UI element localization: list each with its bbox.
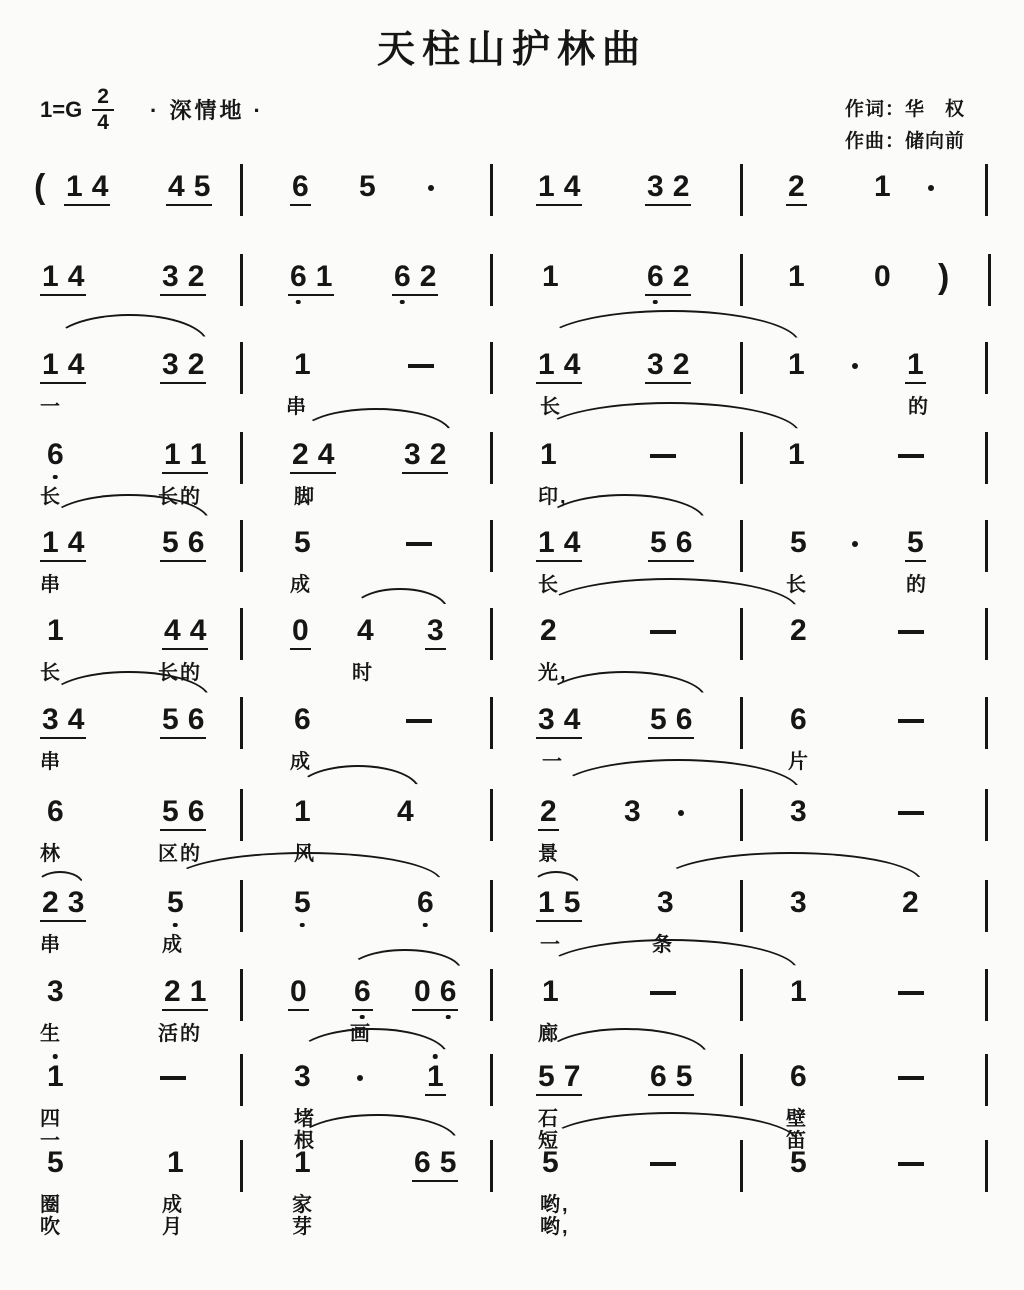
note: 3 <box>790 795 807 828</box>
barline <box>985 697 988 749</box>
lyric: 风 <box>294 843 316 865</box>
barline <box>985 608 988 660</box>
note: 1 <box>905 350 926 384</box>
slur-arc <box>544 494 706 522</box>
barline <box>988 254 991 306</box>
high-octave-dot <box>53 1054 58 1059</box>
note: 1 4 <box>40 528 86 562</box>
note: 4 4 <box>162 616 208 650</box>
slur-arc <box>52 314 208 344</box>
slur-arc <box>296 765 420 791</box>
slur-arc <box>352 588 448 610</box>
lyric: 串 <box>40 751 62 773</box>
sustain-dash <box>650 630 676 634</box>
note: 3 2 <box>402 440 448 474</box>
note: 6 <box>45 440 66 472</box>
barline <box>240 342 243 394</box>
duration-dot <box>852 363 858 369</box>
note: 1 <box>788 438 805 471</box>
barline <box>985 342 988 394</box>
barline <box>240 697 243 749</box>
lyric: 一 <box>542 751 564 773</box>
sustain-dash <box>650 991 676 995</box>
sustain-dash <box>160 1076 186 1080</box>
lyric: 时 <box>352 662 374 684</box>
note: 1 <box>542 260 559 293</box>
lyric: 堵 <box>294 1108 316 1130</box>
duration-dot <box>928 185 934 191</box>
lyric: 画 <box>350 1023 372 1045</box>
lyric: 圈 <box>40 1194 62 1216</box>
note: 6 <box>352 977 373 1011</box>
note: 1 4 <box>536 172 582 206</box>
note: 4 <box>397 795 414 828</box>
lyric: 印, <box>538 486 568 508</box>
sustain-dash <box>898 811 924 815</box>
slur-arc <box>660 852 922 882</box>
time-denominator: 4 <box>97 111 109 135</box>
note: 6 <box>290 172 311 206</box>
lyric: 的 <box>906 574 928 596</box>
barline <box>240 1140 243 1192</box>
note: 1 <box>45 1062 66 1094</box>
note: 1 4 <box>40 350 86 384</box>
note: 6 5 <box>648 1062 694 1096</box>
time-signature <box>92 86 114 134</box>
note: 1 <box>294 348 311 381</box>
note: 5 <box>359 170 376 203</box>
lyric: 成 <box>162 934 184 956</box>
lyric: 长 <box>40 486 62 508</box>
note: 1 <box>425 1062 446 1096</box>
note: 6 <box>790 1060 807 1093</box>
note: 5 <box>294 526 311 559</box>
barline <box>240 969 243 1021</box>
lyric: 一 <box>540 934 562 956</box>
lyric: 笛 <box>786 1130 808 1152</box>
note: 6 2 <box>392 262 438 296</box>
note: 0 <box>874 260 891 293</box>
note: 6 <box>47 795 64 828</box>
sustain-dash <box>898 454 924 458</box>
barline <box>240 432 243 484</box>
time-numerator: 2 <box>92 86 114 111</box>
expression-marking: · 深情地 · <box>150 98 264 123</box>
sustain-dash <box>898 1162 924 1166</box>
slur-arc <box>300 408 452 434</box>
barline <box>240 254 243 306</box>
parenthesis: ) <box>938 258 950 296</box>
note: 5 6 <box>160 528 206 562</box>
barline <box>740 520 743 572</box>
barline <box>740 608 743 660</box>
low-octave-dot <box>653 300 658 305</box>
barline <box>490 697 493 749</box>
lyric: 片 <box>788 751 810 773</box>
note: 1 1 <box>162 440 208 474</box>
lyric: 成 <box>290 574 312 596</box>
lyric: 长的 <box>158 662 202 684</box>
composer-credit: 作曲：储向前 <box>845 130 966 152</box>
barline <box>490 254 493 306</box>
note: 5 <box>165 888 186 920</box>
barline <box>985 1054 988 1106</box>
note: 1 4 <box>64 172 110 206</box>
slur-arc <box>546 1112 798 1142</box>
barline <box>240 1054 243 1106</box>
note: 3 <box>790 886 807 919</box>
lyric: 哟, <box>540 1194 570 1216</box>
lyric: 一 <box>40 1130 62 1152</box>
low-octave-dot <box>423 923 428 928</box>
barline <box>985 520 988 572</box>
barline <box>740 164 743 216</box>
slur-arc <box>296 1028 448 1056</box>
lyric: 活的 <box>158 1023 202 1045</box>
note: 6 2 <box>645 262 691 296</box>
note: 1 <box>788 348 805 381</box>
note: 1 <box>874 170 891 203</box>
duration-dot <box>678 810 684 816</box>
note: 6 <box>790 703 807 736</box>
barline <box>740 342 743 394</box>
barline <box>985 1140 988 1192</box>
credits <box>845 94 965 158</box>
note: 5 6 <box>648 705 694 739</box>
note: 1 <box>542 975 559 1008</box>
note: 3 2 <box>160 262 206 296</box>
lyric: 成 <box>162 1194 184 1216</box>
note: 1 <box>47 614 64 647</box>
barline <box>985 789 988 841</box>
note: 1 4 <box>536 350 582 384</box>
note: 2 <box>786 172 807 206</box>
note: 3 2 <box>160 350 206 384</box>
sustain-dash <box>408 364 434 368</box>
note: 1 <box>294 795 311 828</box>
slur-arc <box>556 759 800 791</box>
lyric: 廊 <box>538 1023 560 1045</box>
lyric: 壁 <box>786 1108 808 1130</box>
lyric: 条 <box>652 934 674 956</box>
note: 3 <box>425 616 446 650</box>
barline <box>740 789 743 841</box>
sustain-dash <box>898 630 924 634</box>
duration-dot <box>428 185 434 191</box>
tie-arc <box>532 871 580 885</box>
slur-arc <box>544 671 706 699</box>
note: 5 <box>47 1146 64 1179</box>
note: 6 <box>415 888 436 920</box>
note: 2 3 <box>40 888 86 922</box>
slur-arc <box>542 939 798 971</box>
note: 3 <box>294 1060 311 1093</box>
barline <box>985 880 988 932</box>
duration-dot <box>357 1075 363 1081</box>
slur-arc <box>540 402 800 434</box>
note: 2 1 <box>162 977 208 1011</box>
note: 3 <box>657 886 674 919</box>
barline <box>490 432 493 484</box>
note: 5 6 <box>648 528 694 562</box>
slur-arc <box>542 578 798 610</box>
lyric: 串 <box>40 934 62 956</box>
note: 2 4 <box>290 440 336 474</box>
barline <box>240 164 243 216</box>
note: 2 <box>790 614 807 647</box>
note: 4 5 <box>166 172 212 206</box>
note: 1 <box>788 260 805 293</box>
lyric: 短 <box>538 1130 560 1152</box>
lyric: 吹 <box>40 1216 62 1238</box>
barline <box>985 164 988 216</box>
note: 3 2 <box>645 172 691 206</box>
lyric: 串 <box>286 396 308 418</box>
barline <box>490 342 493 394</box>
barline <box>740 254 743 306</box>
lyric: 芽 <box>292 1216 314 1238</box>
sustain-dash <box>650 1162 676 1166</box>
lyric: 长的 <box>158 486 202 508</box>
slur-arc <box>544 1028 708 1056</box>
barline <box>490 1140 493 1192</box>
slur-arc <box>348 949 462 971</box>
barline <box>490 520 493 572</box>
note: 5 <box>790 1146 807 1179</box>
note: 3 4 <box>536 705 582 739</box>
note: 5 <box>905 528 926 562</box>
barline <box>740 697 743 749</box>
sustain-dash <box>898 1076 924 1080</box>
barline <box>240 520 243 572</box>
key-signature <box>40 86 114 134</box>
sustain-dash <box>898 991 924 995</box>
lyricist-credit: 作词：华 权 <box>845 99 966 120</box>
note: 2 <box>538 797 559 831</box>
lyric: 生 <box>40 1023 62 1045</box>
note: 1 4 <box>536 528 582 562</box>
lyric: 成 <box>290 751 312 773</box>
lyric: 脚 <box>294 486 316 508</box>
barline <box>985 969 988 1021</box>
lyric: 串 <box>40 574 62 596</box>
note: 0 <box>290 616 311 650</box>
barline <box>490 880 493 932</box>
note: 1 5 <box>536 888 582 922</box>
sustain-dash <box>650 454 676 458</box>
note: 6 1 <box>288 262 334 296</box>
note: 3 4 <box>40 705 86 739</box>
parenthesis: ( <box>34 168 46 206</box>
key-label: 1=G <box>40 97 83 123</box>
note: 5 6 <box>160 705 206 739</box>
sustain-dash <box>898 719 924 723</box>
lyric: 四 <box>40 1108 62 1130</box>
barline <box>490 789 493 841</box>
note: 4 <box>357 614 374 647</box>
low-octave-dot <box>400 300 405 305</box>
lyric: 光, <box>538 662 568 684</box>
slur-arc <box>542 310 800 344</box>
low-octave-dot <box>53 475 58 480</box>
note: 5 6 <box>160 797 206 831</box>
barline <box>240 608 243 660</box>
lyric: 景 <box>538 843 560 865</box>
note: 3 <box>47 975 64 1008</box>
note: 6 <box>294 703 311 736</box>
lyric: 林 <box>40 843 62 865</box>
note: 3 <box>624 795 641 828</box>
note: 1 <box>790 975 807 1008</box>
note: 5 <box>292 888 313 920</box>
duration-dot <box>852 541 858 547</box>
note: 3 2 <box>645 350 691 384</box>
barline <box>490 969 493 1021</box>
barline <box>740 969 743 1021</box>
barline <box>985 432 988 484</box>
lyric: 长 <box>786 574 808 596</box>
note: 5 <box>790 526 807 559</box>
low-octave-dot <box>300 923 305 928</box>
lyric: 月 <box>162 1216 184 1238</box>
lyric: 石 <box>538 1108 560 1130</box>
slur-arc <box>170 852 442 882</box>
note: 0 <box>288 977 309 1011</box>
low-octave-dot <box>296 300 301 305</box>
sustain-dash <box>406 719 432 723</box>
lyric: 长 <box>540 396 562 418</box>
tie-arc <box>36 871 84 885</box>
sustain-dash <box>406 542 432 546</box>
barline <box>740 880 743 932</box>
barline <box>740 1054 743 1106</box>
note: 2 <box>902 886 919 919</box>
barline <box>240 789 243 841</box>
lyric: 哟, <box>540 1216 570 1238</box>
note: 1 4 <box>40 262 86 296</box>
song-title: 天柱山护林曲 <box>376 29 647 71</box>
note: 0 6 <box>412 977 458 1011</box>
lyric: 长 <box>538 574 560 596</box>
note: 1 <box>167 1146 184 1179</box>
note: 5 <box>542 1146 559 1179</box>
note: 6 5 <box>412 1148 458 1182</box>
note: 2 <box>540 614 557 647</box>
barline <box>740 1140 743 1192</box>
note: 1 <box>540 438 557 471</box>
low-octave-dot <box>446 1015 451 1020</box>
note: 5 7 <box>536 1062 582 1096</box>
lyric: 家 <box>292 1194 314 1216</box>
barline <box>490 164 493 216</box>
low-octave-dot <box>173 923 178 928</box>
lyric: 一 <box>40 396 62 418</box>
note: 1 <box>294 1146 311 1179</box>
lyric: 区的 <box>158 843 202 865</box>
lyric: 根 <box>294 1130 316 1152</box>
lyric: 长 <box>40 662 62 684</box>
barline <box>490 1054 493 1106</box>
barline <box>240 880 243 932</box>
slur-arc <box>296 1114 458 1142</box>
barline <box>740 432 743 484</box>
lyric: 的 <box>908 396 930 418</box>
barline <box>490 608 493 660</box>
